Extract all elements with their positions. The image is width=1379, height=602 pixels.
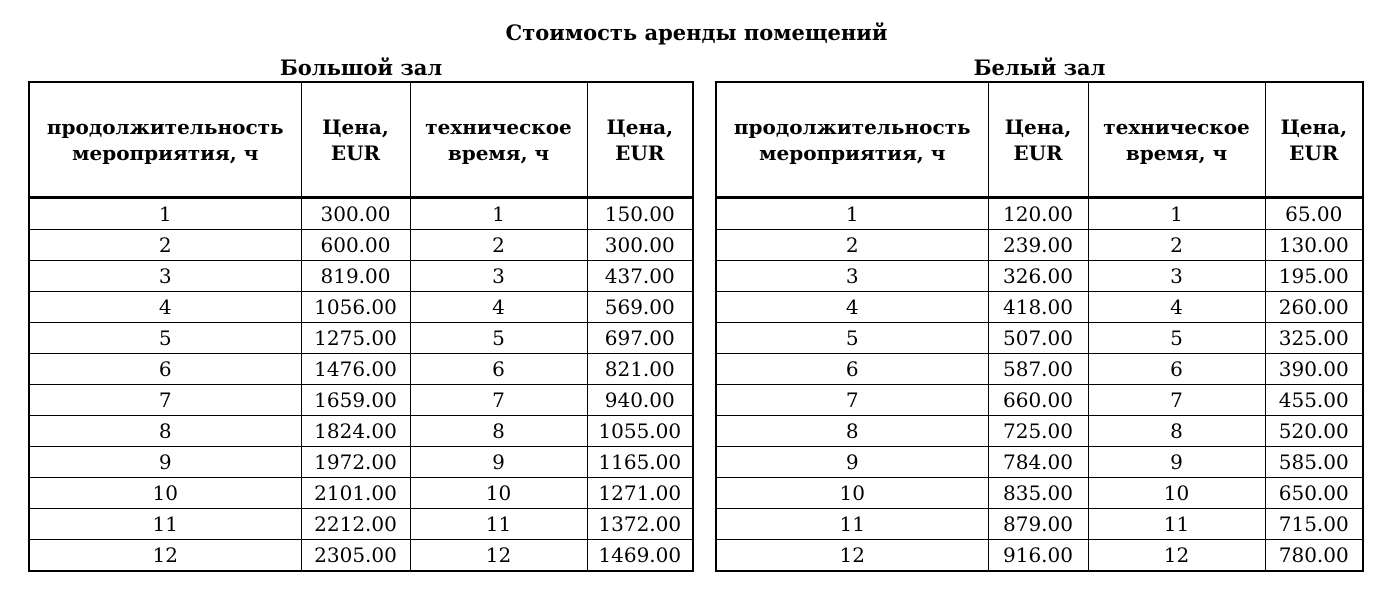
- header-tech-price: Цена, EUR: [1265, 82, 1363, 198]
- cell-price: 1476.00: [301, 354, 410, 385]
- cell-tech-time: 2: [410, 230, 587, 261]
- cell-tech-time: 12: [1088, 540, 1265, 572]
- cell-price: 1056.00: [301, 292, 410, 323]
- cell-tech-price: 437.00: [587, 261, 693, 292]
- cell-tech-time: 8: [410, 416, 587, 447]
- cell-price: 1275.00: [301, 323, 410, 354]
- header-tech-price: Цена, EUR: [587, 82, 693, 198]
- cell-price: 879.00: [988, 509, 1088, 540]
- cell-duration: 4: [716, 292, 988, 323]
- cell-duration: 3: [716, 261, 988, 292]
- cell-price: 239.00: [988, 230, 1088, 261]
- table-row: [716, 354, 1363, 385]
- cell-price: 916.00: [988, 540, 1088, 572]
- cell-tech-price: 697.00: [587, 323, 693, 354]
- cell-tech-price: 390.00: [1265, 354, 1363, 385]
- cell-tech-price: 1469.00: [587, 540, 693, 572]
- cell-duration: 8: [716, 416, 988, 447]
- hall-big-section: [28, 55, 694, 572]
- cell-price: 1972.00: [301, 447, 410, 478]
- cell-duration: 7: [29, 385, 301, 416]
- cell-tech-time: 4: [1088, 292, 1265, 323]
- table-header-row: [716, 82, 1363, 198]
- cell-tech-price: 130.00: [1265, 230, 1363, 261]
- table-row: [29, 323, 693, 354]
- cell-price: 835.00: [988, 478, 1088, 509]
- cell-duration: 3: [29, 261, 301, 292]
- table-row: [29, 540, 693, 572]
- table-row: [29, 509, 693, 540]
- cell-tech-time: 1: [410, 198, 587, 230]
- cell-tech-time: 5: [410, 323, 587, 354]
- cell-tech-time: 11: [410, 509, 587, 540]
- table-row: [29, 478, 693, 509]
- table-row: [716, 292, 1363, 323]
- cell-price: 600.00: [301, 230, 410, 261]
- header-duration: продолжительность мероприятия, ч: [29, 82, 301, 198]
- cell-duration: 8: [29, 416, 301, 447]
- cell-duration: 5: [29, 323, 301, 354]
- cell-tech-price: 325.00: [1265, 323, 1363, 354]
- table-row: [716, 478, 1363, 509]
- cell-duration: 9: [29, 447, 301, 478]
- cell-tech-time: 1: [1088, 198, 1265, 230]
- cell-tech-time: 2: [1088, 230, 1265, 261]
- cell-duration: 11: [716, 509, 988, 540]
- cell-tech-time: 5: [1088, 323, 1265, 354]
- table-body: [29, 198, 693, 572]
- cell-tech-price: 569.00: [587, 292, 693, 323]
- cell-price: 418.00: [988, 292, 1088, 323]
- cell-price: 1824.00: [301, 416, 410, 447]
- cell-tech-price: 65.00: [1265, 198, 1363, 230]
- header-tech-time: техническое время, ч: [1088, 82, 1265, 198]
- cell-tech-price: 195.00: [1265, 261, 1363, 292]
- cell-tech-price: 455.00: [1265, 385, 1363, 416]
- cell-tech-price: 1055.00: [587, 416, 693, 447]
- cell-tech-time: 9: [410, 447, 587, 478]
- cell-tech-time: 4: [410, 292, 587, 323]
- table-row: [29, 416, 693, 447]
- table-row: [29, 261, 693, 292]
- hall-title: Белый зал: [973, 55, 1106, 80]
- cell-duration: 10: [716, 478, 988, 509]
- cell-tech-time: 8: [1088, 416, 1265, 447]
- cell-tech-price: 1372.00: [587, 509, 693, 540]
- cell-tech-time: 10: [410, 478, 587, 509]
- cell-duration: 7: [716, 385, 988, 416]
- cell-tech-time: 12: [410, 540, 587, 572]
- table-row: [716, 540, 1363, 572]
- cell-price: 819.00: [301, 261, 410, 292]
- header-tech-time: техническое время, ч: [410, 82, 587, 198]
- cell-tech-price: 1271.00: [587, 478, 693, 509]
- cell-tech-price: 260.00: [1265, 292, 1363, 323]
- cell-duration: 1: [29, 198, 301, 230]
- table-row: [716, 416, 1363, 447]
- cell-price: 725.00: [988, 416, 1088, 447]
- table-row: [716, 198, 1363, 230]
- cell-duration: 12: [716, 540, 988, 572]
- cell-price: 300.00: [301, 198, 410, 230]
- hall-white-section: [715, 55, 1364, 572]
- table-row: [29, 354, 693, 385]
- cell-tech-price: 520.00: [1265, 416, 1363, 447]
- table-body: [716, 198, 1363, 572]
- cell-tech-time: 9: [1088, 447, 1265, 478]
- cell-price: 2305.00: [301, 540, 410, 572]
- cell-duration: 2: [716, 230, 988, 261]
- cell-price: 326.00: [988, 261, 1088, 292]
- cell-tech-time: 3: [410, 261, 587, 292]
- price-table-big-hall: [28, 81, 694, 572]
- cell-tech-time: 6: [1088, 354, 1265, 385]
- cell-tech-price: 585.00: [1265, 447, 1363, 478]
- cell-tech-price: 780.00: [1265, 540, 1363, 572]
- cell-tech-price: 300.00: [587, 230, 693, 261]
- table-row: [716, 261, 1363, 292]
- header-price: Цена, EUR: [988, 82, 1088, 198]
- table-header-row: [29, 82, 693, 198]
- table-row: [716, 385, 1363, 416]
- cell-tech-time: 7: [1088, 385, 1265, 416]
- cell-price: 660.00: [988, 385, 1088, 416]
- cell-tech-price: 940.00: [587, 385, 693, 416]
- table-row: [29, 198, 693, 230]
- table-row: [29, 385, 693, 416]
- table-row: [716, 230, 1363, 261]
- cell-tech-time: 6: [410, 354, 587, 385]
- cell-duration: 5: [716, 323, 988, 354]
- cell-duration: 6: [29, 354, 301, 385]
- cell-duration: 11: [29, 509, 301, 540]
- table-row: [29, 292, 693, 323]
- table-row: [29, 230, 693, 261]
- cell-duration: 12: [29, 540, 301, 572]
- cell-tech-price: 650.00: [1265, 478, 1363, 509]
- cell-tech-time: 7: [410, 385, 587, 416]
- cell-duration: 1: [716, 198, 988, 230]
- cell-tech-price: 150.00: [587, 198, 693, 230]
- cell-tech-price: 1165.00: [587, 447, 693, 478]
- cell-price: 1659.00: [301, 385, 410, 416]
- cell-tech-price: 715.00: [1265, 509, 1363, 540]
- cell-duration: 6: [716, 354, 988, 385]
- table-row: [716, 509, 1363, 540]
- cell-duration: 4: [29, 292, 301, 323]
- table-row: [29, 447, 693, 478]
- cell-tech-time: 11: [1088, 509, 1265, 540]
- cell-tech-time: 3: [1088, 261, 1265, 292]
- header-duration: продолжительность мероприятия, ч: [716, 82, 988, 198]
- table-row: [716, 447, 1363, 478]
- cell-price: 120.00: [988, 198, 1088, 230]
- cell-tech-time: 10: [1088, 478, 1265, 509]
- price-table-white-hall: [715, 81, 1364, 572]
- table-row: [716, 323, 1363, 354]
- cell-price: 507.00: [988, 323, 1088, 354]
- cell-price: 2212.00: [301, 509, 410, 540]
- cell-price: 587.00: [988, 354, 1088, 385]
- cell-tech-price: 821.00: [587, 354, 693, 385]
- cell-duration: 9: [716, 447, 988, 478]
- cell-duration: 2: [29, 230, 301, 261]
- cell-price: 2101.00: [301, 478, 410, 509]
- cell-duration: 10: [29, 478, 301, 509]
- cell-price: 784.00: [988, 447, 1088, 478]
- page-title: Стоимость аренды помещений: [505, 20, 888, 45]
- header-price: Цена, EUR: [301, 82, 410, 198]
- hall-title: Большой зал: [279, 55, 443, 80]
